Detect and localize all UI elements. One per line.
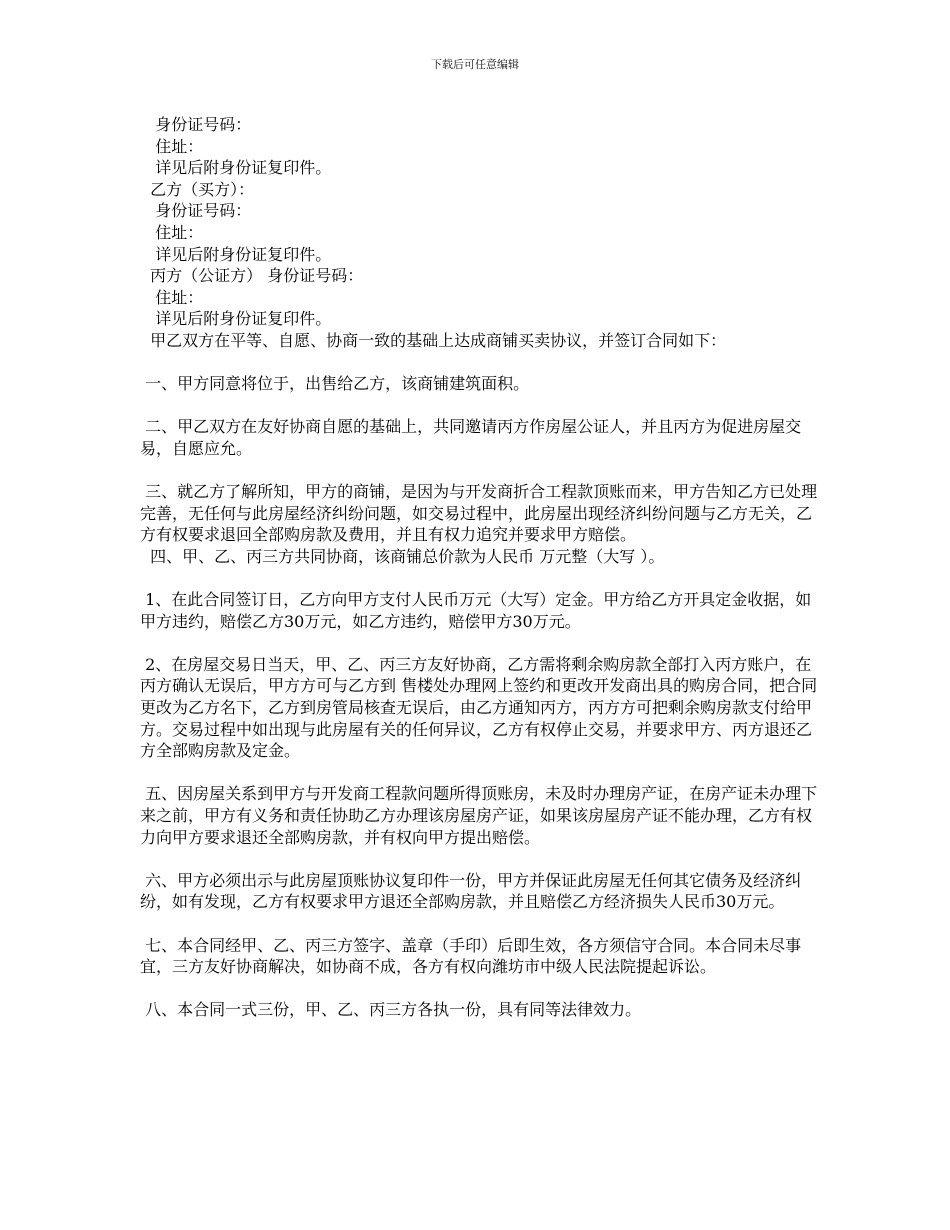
address-line-c: 住址： [140, 287, 204, 307]
clause-1: 一、甲方同意将位于，出售给乙方，该商铺建筑面积。 [140, 374, 530, 394]
party-c-label: 丙方（公证方） 身份证号码： [140, 266, 364, 286]
clause-4: 四、甲、乙、丙三方共同协商，该商铺总价款为人民币 万元整（大写 ）。 [140, 546, 665, 566]
agreement-intro: 甲乙双方在平等、自愿、协商一致的基础上达成商铺买卖协议，并签订合同如下： [140, 330, 727, 350]
clause-8: 八、本合同一式三份，甲、乙、丙三方各执一份，具有同等法律效力。 [140, 1000, 642, 1020]
clause-5: 五、因房屋关系到甲方与开发商工程款问题所得顶账房，未及时办理房产证，在房产证未办理下来之前，甲方有义务和责任协助乙方办理该房屋房产证，如果该房屋房产证不能办理，乙方有权力向甲方要求退还全部购房款，并有权向甲方提出赔偿。 [140, 784, 818, 847]
id-copy-note-a: 详见后附身份证复印件。 [140, 158, 332, 178]
id-copy-note-c: 详见后附身份证复印件。 [140, 309, 332, 329]
clause-2: 二、甲乙双方在友好协商自愿的基础上，共同邀请丙方作房屋公证人，并且丙方为促进房屋交易，自愿应允。 [140, 417, 802, 458]
id-copy-note-b: 详见后附身份证复印件。 [140, 244, 332, 264]
clause-4-item-1: 1、在此合同签订日，乙方向甲方支付人民币万元（大写）定金。甲方给乙方开具定金收据，如甲方违约，赔偿乙方30万元，如乙方违约，赔偿甲方30万元。 [140, 590, 812, 631]
address-line-b: 住址： [140, 222, 204, 242]
clause-4-item-2: 2、在房屋交易日当天，甲、乙、丙三方友好协商，乙方需将剩余购房款全部打入丙方账户，在丙方确认无误后，甲方方可与乙方到 售楼处办理网上签约和更改开发商出具的购房合同，把合同更改为乙方名下，乙方到房管局核查无误后，由乙方通知丙方，丙方方可把剩余购房款支付给甲方。交易过程中如出现与此房屋有关的任何异议，乙方有权停止交易，并要求甲方、丙方退还乙方全部购房款及定金。 [140, 654, 818, 761]
clause-7: 七、本合同经甲、乙、丙三方签字、盖章（手印）后即生效，各方须信守合同。本合同未尽事宜，三方友好协商解决，如协商不成，各方有权向潍坊市中级人民法院提起诉讼。 [140, 935, 802, 977]
id-number-line-a: 身份证号码： [140, 115, 252, 134]
clause-6: 六、甲方必须出示与此房屋顶账协议复印件一份，甲方并保证此房屋无任何其它债务及经济纠纷，如有发现，乙方有权要求甲方退还全部购房款，并且赔偿乙方经济损失人民币30万元。 [140, 870, 802, 912]
document-body [140, 114, 820, 1021]
address-line-a: 住址： [140, 136, 204, 156]
id-number-line-b: 身份证号码： [140, 201, 252, 221]
party-b-label: 乙方（买方）： [140, 179, 255, 199]
clause-3: 三、就乙方了解所知，甲方的商铺，是因为与开发商折合工程款顶账而来，甲方告知乙方已处理完善，无任何与此房屋经济纠纷问题，如交易过程中，此房屋出现经济纠纷问题与乙方无关，乙方有权要求退回全部购房款及费用，并且有权力追究并要求甲方赔偿。 [140, 482, 818, 545]
page-header: 下载后可任意编辑 [431, 58, 519, 71]
